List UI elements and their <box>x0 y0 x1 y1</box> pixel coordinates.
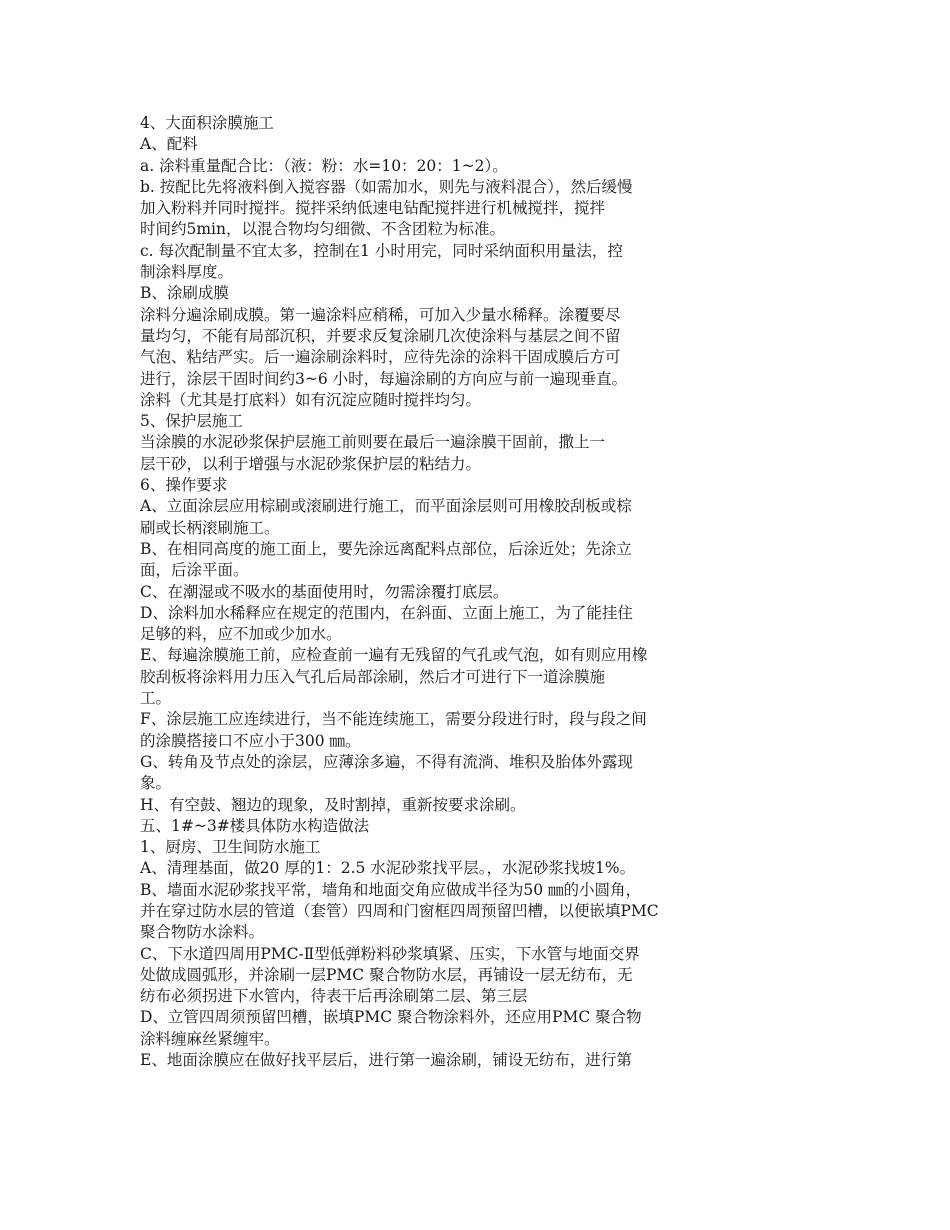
text-line: 进行，涂层干固时间约3~6 小时，每遍涂刷的方向应与前一遍现垂直。 <box>140 369 628 388</box>
text-line: c. 每次配制量不宜太多，控制在1 小时用完，同时采纳面积用量法，控 <box>140 241 623 260</box>
text-line: 5、保护层施工 <box>140 412 243 431</box>
text-line: D、立管四周须预留凹槽，嵌填PMC 聚合物涂料外，还应用PMC 聚合物 <box>140 1008 642 1027</box>
text-line: C、在潮湿或不吸水的基面使用时，勿需涂覆打底层。 <box>140 582 509 601</box>
text-line: 气泡、粘结严实。后一遍涂刷涂料时，应待先涂的涂料干固成膜后方可 <box>140 348 621 367</box>
text-line: 足够的料，应不加或少加水。 <box>140 625 342 644</box>
document-body <box>140 113 780 1071</box>
text-line: 面，后涂平面。 <box>140 561 249 580</box>
text-line: E、地面涂膜应在做好找平层后，进行第一遍涂刷，铺设无纺布，进行第 <box>140 1051 632 1070</box>
text-line: 1、厨房、卫生间防水施工 <box>140 838 321 857</box>
text-line: B、墙面水泥砂浆找平常，墙角和地面交角应做成半径为50 ㎜的小圆角， <box>140 880 642 899</box>
text-line: D、涂料加水稀释应在规定的范围内，在斜面、立面上施工，为了能挂住 <box>140 603 633 622</box>
text-line: 并在穿过防水层的管道（套管）四周和门窗框四周预留凹槽，以便嵌填PMC <box>140 901 659 920</box>
text-line: 胶刮板将涂料用力压入气孔后局部涂刷，然后才可进行下一道涂膜施 <box>140 667 606 686</box>
text-line: 层干砂，以利于增强与水泥砂浆保护层的粘结力。 <box>140 454 482 473</box>
text-line: 制涂料厚度。 <box>140 263 234 282</box>
text-line: 涂料分遍涂刷成膜。第一遍涂料应稍稀，可加入少量水稀释。涂覆要尽 <box>140 305 621 324</box>
text-line: H、有空鼓、翘边的现象，及时割掉，重新按要求涂刷。 <box>140 795 526 814</box>
text-line: B、在相同高度的施工面上，要先涂远离配料点部位，后涂近处；先涂立 <box>140 539 632 558</box>
text-line: B、涂刷成膜 <box>140 284 229 303</box>
text-line: A、配料 <box>140 135 198 154</box>
text-line: 五、1#~3#楼具体防水构造做法 <box>140 816 370 835</box>
text-line: E、每遍涂膜施工前，应检查前一遍有无残留的气孔或气泡，如有则应用橡 <box>140 646 648 665</box>
text-line: 处做成圆弧形，并涂刷一层PMC 聚合物防水层，再铺设一层无纺布，无 <box>140 965 633 984</box>
text-line: 聚合物防水涂料。 <box>140 923 265 942</box>
text-line: C、下水道四周用PMC-Ⅱ型低弹粉料砂浆填紧、压实，下水管与地面交界 <box>140 944 640 963</box>
text-line: 4、大面积涂膜施工 <box>140 114 274 132</box>
text-line: b. 按配比先将液料倒入搅容器（如需加水，则先与液料混合），然后缓慢 <box>140 177 633 196</box>
text-line: 纺布必须拐进下水管内，待表干后再涂刷第二层、第三层 <box>140 987 528 1006</box>
text-line: a. 涂料重量配合比：（液：粉：水=10：20：1~2）。 <box>140 156 508 175</box>
text-line: A、立面涂层应用棕刷或滚刷进行施工，而平面涂层则可用橡胶刮板或棕 <box>140 497 632 516</box>
text-line: G、转角及节点处的涂层，应薄涂多遍，不得有流淌、堆积及胎体外露现 <box>140 752 633 771</box>
text-line: 刷或长柄滚刷施工。 <box>140 518 280 537</box>
text-line: A、清理基面，做20 厚的1：2.5 水泥砂浆找平层。，水泥砂浆找坡1%。 <box>140 859 636 878</box>
text-line: 涂料缠麻丝紧缠牢。 <box>140 1029 280 1048</box>
text-line: 时间约5min，以混合物均匀细微、不含团粒为标准。 <box>140 220 506 239</box>
text-line: 的涂膜搭接口不应小于300 ㎜。 <box>140 731 361 750</box>
text-line: F、涂层施工应连续进行，当不能连续施工，需要分段进行时，段与段之间 <box>140 710 647 729</box>
text-line: 量均匀，不能有局部沉积，并要求反复涂刷几次使涂料与基层之间不留 <box>140 326 621 345</box>
text-line: 工。 <box>140 689 172 708</box>
text-line: 6、操作要求 <box>140 476 228 495</box>
text-line: 加入粉料并同时搅拌。搅拌采纳低速电钻配搅拌进行机械搅拌，搅拌 <box>140 199 606 218</box>
text-line: 涂料（尤其是打底料）如有沉淀应随时搅拌均匀。 <box>140 390 482 409</box>
text-line: 当涂膜的水泥砂浆保护层施工前则要在最后一遍涂膜干固前，撒上一 <box>140 433 606 452</box>
text-line: 象。 <box>140 774 172 793</box>
